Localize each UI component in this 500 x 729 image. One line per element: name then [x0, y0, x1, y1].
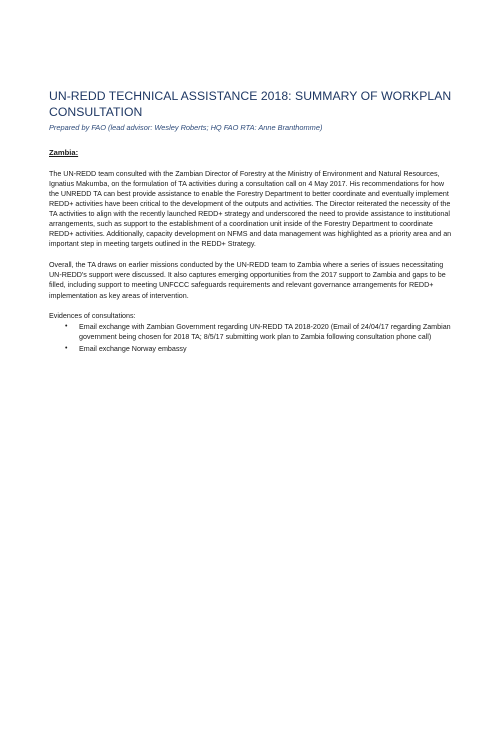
section-heading-zambia: Zambia: [49, 148, 79, 157]
bullet-icon: • [65, 344, 68, 352]
paragraph-consultation: The UN-REDD team consulted with the Zambian Director of Forestry at the Ministry of Environment and Natural Resources, Ignatius Makumba, on the formulation of TA activities during a consultation call on 4 May 2017. His recommendations for how the UNREDD TA can best provide assistance to enable the Forestry Department to better coordinate and eventually implement REDD+ activities have been critical to the development of the outputs and activities. The Director reiterated the necessity of the TA activities to align with the recently launched REDD+ strategy and underscored the need to provide assistance to institutional arrangements, such as support to the establishment of a coordination unit inside of the Forestry Department to coordinate REDD+ activities. Additionally, capacity development on NFMS and data management was highlighted as a priority area and an important step in meeting targets outlined in the REDD+ Strategy. [49, 170, 452, 249]
evidence-list [49, 322, 453, 354]
document-subtitle: Prepared by FAO (lead advisor: Wesley Roberts; HQ FAO RTA: Anne Branthomme) [49, 123, 323, 132]
evidence-item-text: Email exchange Norway embassy [79, 344, 187, 353]
evidence-item-text: Email exchange with Zambian Government regarding UN-REDD TA 2018-2020 (Email of 24/04/17 regarding Zambian government being chosen for 2018 TA; 8/5/17 submitting work plan to Zambia following consultation phone call) [79, 322, 451, 341]
paragraph-overall: Overall, the TA draws on earlier missions conducted by the UN-REDD team to Zambia where a series of issues necessitating UN-REDD's support were discussed. It also captures emerging opportunities from the 2017 support to Zambia and gaps to be filled, including support to meeting UNFCCC safeguards requirements and relevant governance arrangements for REDD+ implementation as key areas of intervention. [49, 261, 446, 300]
document-title: UN-REDD TECHNICAL ASSISTANCE 2018: SUMMARY OF WORKPLAN CONSULTATION [49, 89, 452, 119]
document-page [49, 88, 453, 356]
bullet-icon: • [65, 322, 68, 330]
list-item [65, 344, 453, 354]
list-item [65, 322, 453, 342]
evidence-label: Evidences of consultations: [49, 311, 136, 320]
